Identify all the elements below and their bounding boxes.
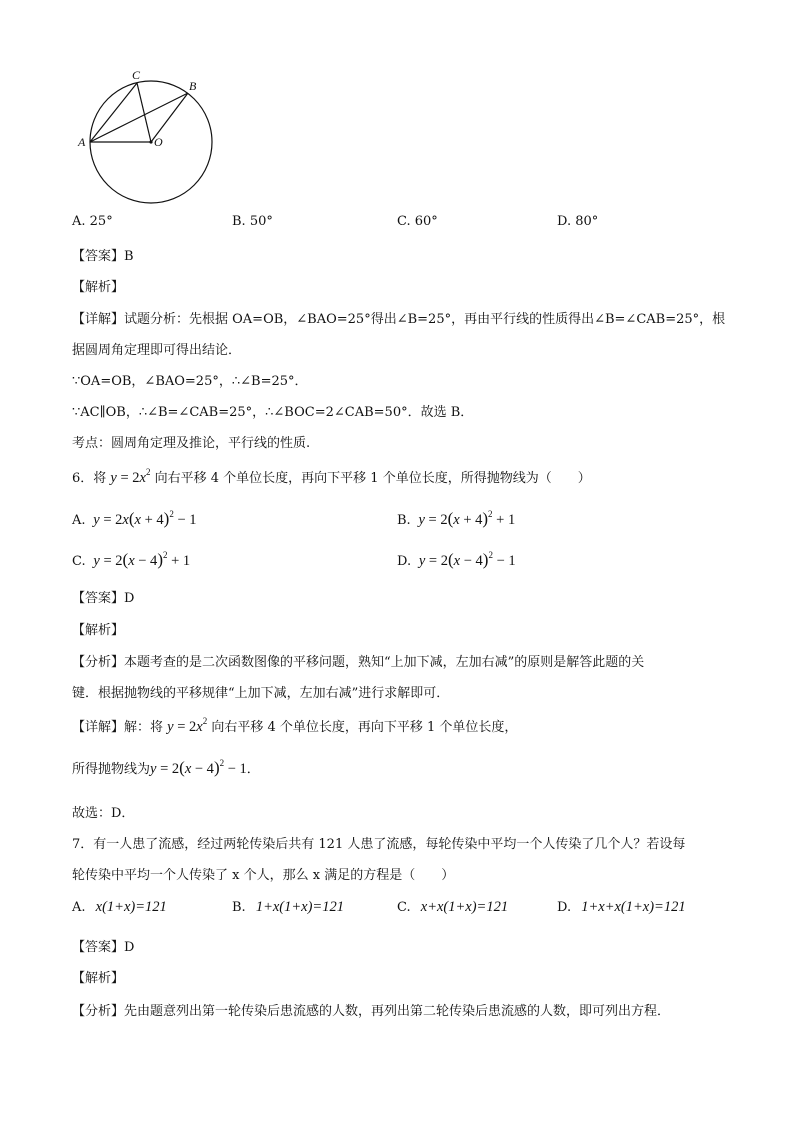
q6-stem-prefix: 6．将 <box>72 471 107 486</box>
q7-stem-line-2: 轮传染中平均一个人传染了 x 个人，那么 x 满足的方程是（ ） <box>72 868 455 883</box>
q6-option-c: C. $y = 2(x - 4)^2 + 1$ <box>72 550 191 569</box>
q6-result-suffix: ． <box>246 762 260 777</box>
q5-option-b: B. 50° <box>232 214 273 229</box>
q6-option-a-label: A. <box>72 513 86 528</box>
q6-detail-formula: $y = 2x^2$ <box>167 716 208 735</box>
q6-detail <box>72 716 517 736</box>
q6-option-a: A. $y = 2x(x + 4)^2 - 1$ <box>72 509 197 528</box>
q6-fenxi-line-1: 【分析】本题考查的是二次函数图像的平移问题，熟知“上加下减，左加右减”的原则是解答此题的关 <box>72 655 645 670</box>
q7-option-d <box>557 899 686 916</box>
q6-conclusion: 故选：D． <box>72 806 135 821</box>
q6-analysis: 【解析】 <box>72 623 125 638</box>
q5-step-2: ∵AC∥OB，∴∠B=∠CAB=25°，∴∠BOC=2∠CAB=50°．故选 B． <box>72 405 474 420</box>
q7-analysis: 【解析】 <box>72 971 125 986</box>
q6-result <box>72 758 260 778</box>
q7-option-a-text: x(1+x)=121 <box>95 899 167 915</box>
label-o: O <box>154 135 163 149</box>
q5-option-d: D. 80° <box>557 214 599 229</box>
q7-option-a-label: A. <box>72 900 86 915</box>
q5-option-a: A. 25° <box>72 214 113 229</box>
q5-step-1: ∵OA=OB，∠BAO=25°，∴∠B=25°． <box>72 374 308 389</box>
q5-kaodian: 考点：圆周角定理及推论，平行线的性质. <box>72 436 311 451</box>
q6-option-b: B. $y = 2(x + 4)^2 + 1$ <box>397 509 516 528</box>
q7-option-b <box>232 899 344 916</box>
point-o <box>149 140 152 143</box>
q7-answer: 【答案】D <box>72 940 135 955</box>
label-a: A <box>78 135 86 149</box>
q6-option-d-label: D. <box>397 554 412 569</box>
q6-stem-suffix: 向右平移 4 个单位长度，再向下平移 1 个单位长度，所得抛物线为（ ） <box>154 471 591 486</box>
q7-option-b-text: 1+x(1+x)=121 <box>255 899 344 915</box>
q6-option-d: D. $y = 2(x - 4)^2 - 1$ <box>397 550 516 569</box>
q6-result-formula: $y = 2(x - 4)^2 - 1$ <box>150 758 247 777</box>
q7-option-c <box>397 899 508 916</box>
q7-option-b-label: B. <box>232 900 246 915</box>
q6-answer: 【答案】D <box>72 591 135 606</box>
q7-option-c-text: x+x(1+x)=121 <box>420 899 509 915</box>
label-c: C <box>132 68 141 82</box>
q6-fenxi-line-2: 键．根据抛物线的平移规律“上加下减，左加右减”进行求解即可． <box>72 686 450 701</box>
q7-option-a <box>72 899 167 916</box>
q6-detail-suffix: 向右平移 4 个单位长度，再向下平移 1 个单位长度， <box>211 720 518 735</box>
circle-diagram <box>70 66 220 206</box>
q6-option-c-label: C. <box>72 554 86 569</box>
q7-fenxi: 【分析】先由题意列出第一轮传染后患流感的人数，再列出第二轮传染后患流感的人数，即可列出方程． <box>72 1004 671 1019</box>
q7-option-d-text: 1+x+x(1+x)=121 <box>581 899 686 915</box>
q6-result-prefix: 所得抛物线为 <box>72 762 151 777</box>
q7-option-c-label: C. <box>397 900 411 915</box>
q6-stem-formula: $y = 2x^2$ <box>110 467 151 486</box>
q5-option-c: C. 60° <box>397 214 438 229</box>
q6-stem <box>72 467 591 487</box>
q5-analysis: 【解析】 <box>72 280 125 295</box>
segment-ab <box>90 93 188 142</box>
q5-detail-line-2: 据圆周角定理即可得出结论． <box>72 343 242 358</box>
q5-detail-line-1: 【详解】试题分析：先根据 OA=OB，∠BAO=25°得出∠B=25°，再由平行线的性质得出∠B=∠CAB=25°，根 <box>72 312 726 327</box>
label-b: B <box>189 79 197 93</box>
q5-answer: 【答案】B <box>72 249 134 264</box>
q6-detail-prefix: 【详解】解：将 <box>72 720 164 735</box>
q7-option-d-label: D. <box>557 900 572 915</box>
q6-option-b-label: B. <box>397 513 411 528</box>
q7-stem-line-1: 7．有一人患了流感，经过两轮传染后共有 121 人患了流感，每轮传染中平均一个人传染了几个人？若设每 <box>72 837 686 852</box>
